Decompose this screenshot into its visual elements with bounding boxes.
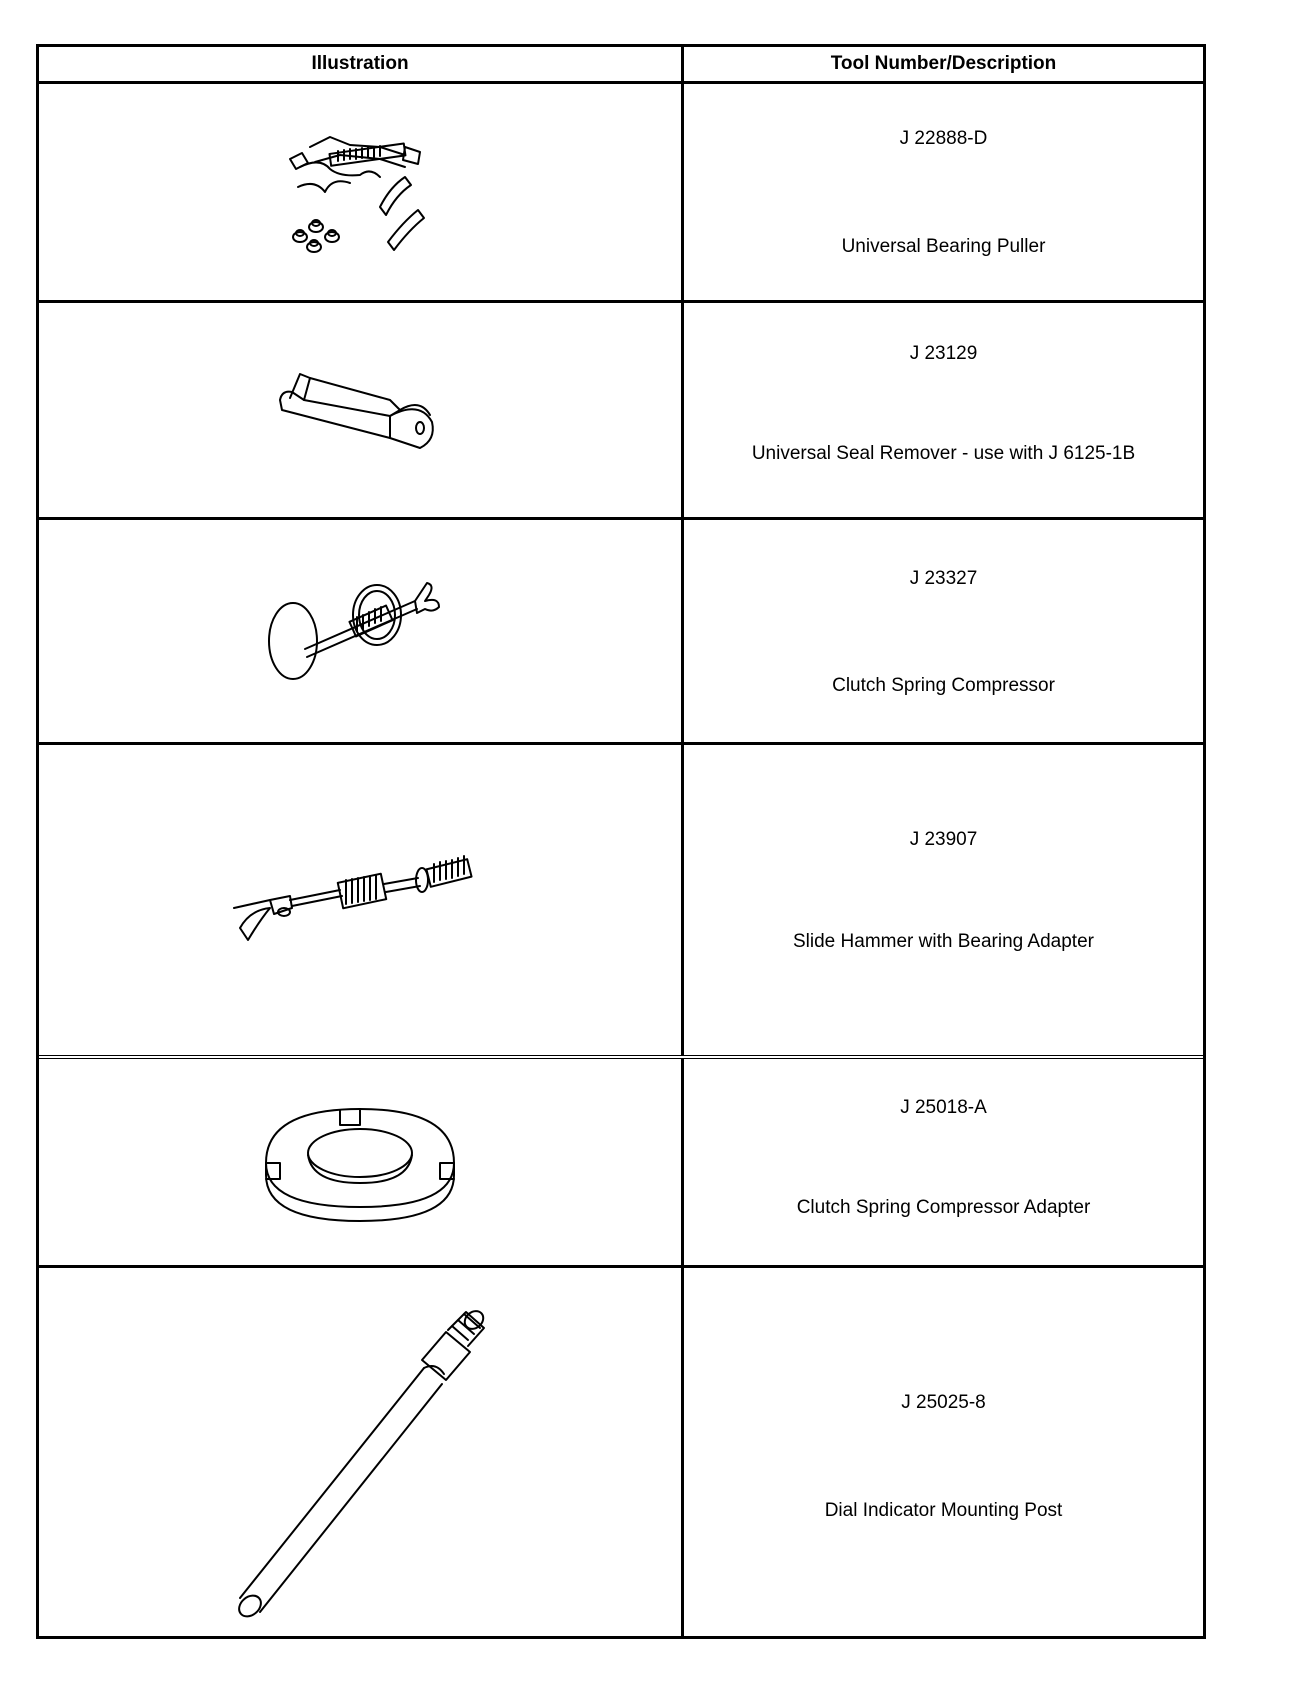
illustration-cell — [39, 1268, 684, 1636]
header-tool: Tool Number/Description — [830, 53, 1057, 74]
tool-description: Slide Hammer with Bearing Adapter — [793, 931, 1094, 952]
illustration-cell — [39, 1059, 684, 1265]
bearing-puller-icon — [270, 117, 450, 267]
description-cell — [684, 303, 1203, 517]
tool-description: Universal Seal Remover - use with J 6125-1B — [751, 443, 1136, 464]
tool-description: Clutch Spring Compressor — [832, 675, 1055, 696]
description-cell — [684, 520, 1203, 742]
table-row — [39, 1268, 1203, 1636]
clutch-spring-compressor-icon — [265, 571, 455, 691]
table-row — [39, 303, 1203, 520]
tool-number: J 25025-8 — [901, 1392, 986, 1413]
table-row — [39, 520, 1203, 745]
tool-number: J 23327 — [909, 568, 978, 589]
mounting-post-icon — [210, 1282, 510, 1622]
seal-remover-icon — [270, 360, 450, 460]
tool-number: J 23129 — [909, 343, 978, 364]
illustration-cell — [39, 745, 684, 1055]
illustration-cell — [39, 303, 684, 517]
tool-number: J 23907 — [909, 829, 978, 850]
table-row — [39, 1059, 1203, 1268]
table-row — [39, 84, 1203, 303]
table-row — [39, 745, 1203, 1059]
description-cell — [684, 84, 1203, 300]
tools-table — [36, 44, 1206, 1639]
description-cell — [684, 745, 1203, 1055]
tool-description: Dial Indicator Mounting Post — [824, 1500, 1063, 1521]
illustration-cell — [39, 520, 684, 742]
tool-description: Universal Bearing Puller — [841, 236, 1046, 257]
tool-description: Clutch Spring Compressor Adapter — [796, 1197, 1091, 1218]
illustration-cell — [39, 84, 684, 300]
description-cell — [684, 1268, 1203, 1636]
slide-hammer-icon — [230, 850, 490, 950]
description-cell — [684, 1059, 1203, 1265]
table-header — [39, 47, 1203, 84]
header-illustration: Illustration — [39, 47, 684, 81]
tool-number: J 25018-A — [900, 1097, 987, 1118]
tool-number: J 22888-D — [899, 128, 988, 149]
compressor-adapter-icon — [260, 1097, 460, 1227]
